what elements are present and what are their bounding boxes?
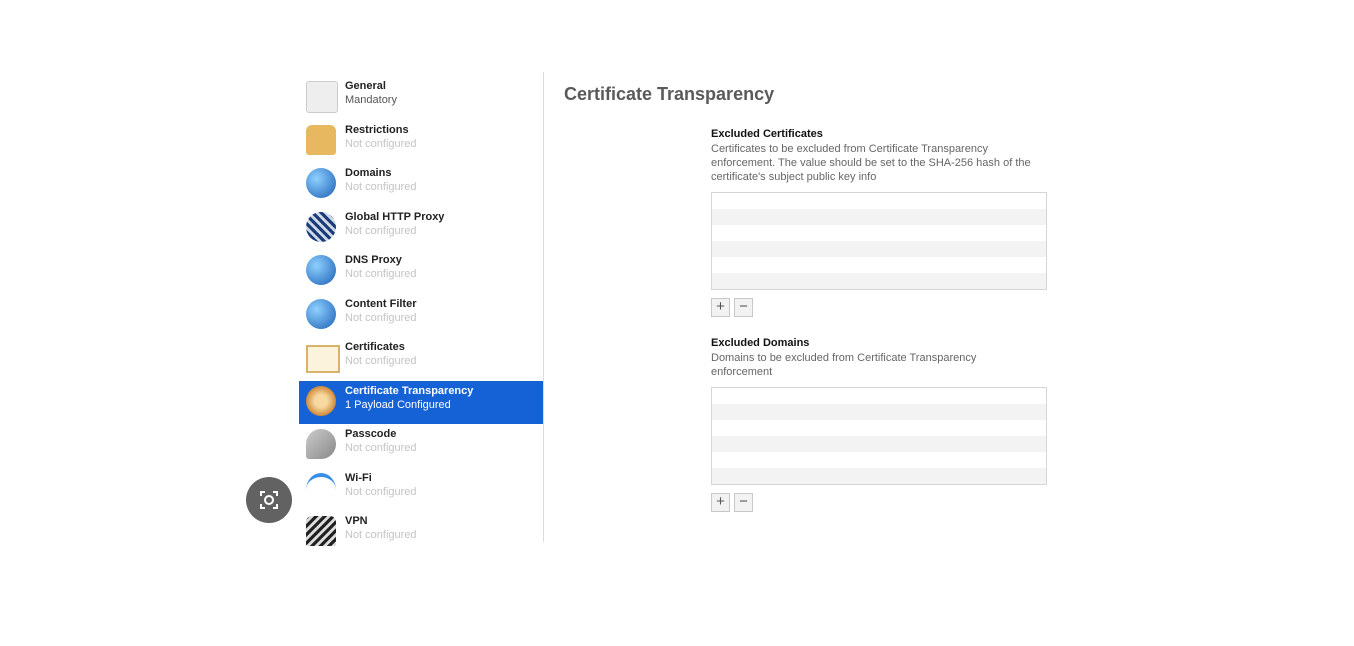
sidebar-item-dns-proxy[interactable] <box>299 250 544 294</box>
lens-search-button[interactable] <box>246 477 292 523</box>
section-description: Certificates to be excluded from Certificate Transparency enforcement. The value should be set to the SHA-256 hash of the certificate's subject public key info <box>711 143 1031 183</box>
page-title: Certificate Transparency <box>564 84 775 104</box>
sidebar-item-status: Mandatory <box>345 94 397 106</box>
wifi-icon <box>306 473 336 507</box>
sidebar-item-title: Domains <box>345 167 392 179</box>
certificate-icon <box>306 345 340 373</box>
sidebar-divider <box>543 72 544 542</box>
sidebar-item-status: Not configured <box>345 442 417 454</box>
dns-globe-icon <box>306 255 336 285</box>
sidebar-item-title: Restrictions <box>345 123 409 136</box>
general-icon <box>306 81 338 113</box>
sidebar-item-status: Not configured <box>345 268 417 280</box>
sidebar-item-status: Not configured <box>345 529 417 541</box>
sidebar-item-certificate-transparency[interactable] <box>299 381 544 425</box>
sidebar-item-wi-fi[interactable] <box>299 468 544 512</box>
sidebar-item-status: Not configured <box>345 224 417 237</box>
sidebar-item-certificates[interactable] <box>299 337 544 381</box>
sidebar-item-title: Content Filter <box>345 297 417 310</box>
sidebar-item-title: Passcode <box>345 428 397 440</box>
sidebar-item-restrictions[interactable] <box>299 120 544 164</box>
sidebar-item-status: 1 Payload Configured <box>345 398 451 411</box>
lens-icon <box>246 477 292 523</box>
section-heading: Excluded Certificates <box>711 128 823 140</box>
sidebar-item-vpn[interactable] <box>299 511 544 555</box>
sidebar-item-title: General <box>345 80 386 92</box>
sidebar-item-title: Global HTTP Proxy <box>345 210 445 223</box>
sidebar-item-status: Not configured <box>345 181 417 193</box>
sidebar-item-title: VPN <box>345 515 368 527</box>
sidebar-item-title: Certificates <box>345 341 405 353</box>
excluded-domains-section <box>711 337 1051 512</box>
remove-domain-button[interactable]: − <box>734 493 753 512</box>
add-certificate-button[interactable]: + <box>711 298 730 317</box>
sidebar-item-status: Not configured <box>345 311 417 324</box>
sidebar-item-title: DNS Proxy <box>345 254 402 266</box>
globe-icon <box>306 168 336 198</box>
key-icon <box>306 429 336 459</box>
vpn-lock-icon <box>306 516 336 546</box>
sidebar-item-title: Certificate Transparency <box>345 384 474 397</box>
sidebar-item-general[interactable] <box>299 76 544 120</box>
sidebar-item-passcode[interactable] <box>299 424 544 468</box>
section-description: Domains to be excluded from Certificate Transparency enforcement <box>711 352 977 378</box>
section-heading: Excluded Domains <box>711 337 810 349</box>
add-domain-button[interactable]: + <box>711 493 730 512</box>
payload-sidebar <box>299 76 544 555</box>
seal-icon <box>306 386 336 416</box>
sidebar-item-status: Not configured <box>345 355 417 367</box>
sidebar-item-content-filter[interactable] <box>299 294 544 338</box>
filter-globe-icon <box>306 299 336 329</box>
excluded-domains-table[interactable] <box>711 387 1047 485</box>
sidebar-item-global-http-proxy[interactable] <box>299 207 544 251</box>
remove-certificate-button[interactable]: − <box>734 298 753 317</box>
lock-icon <box>306 125 336 155</box>
excluded-certificates-section <box>711 128 1051 317</box>
excluded-certificates-table[interactable] <box>711 192 1047 290</box>
proxy-globe-icon <box>306 212 336 242</box>
sidebar-item-domains[interactable] <box>299 163 544 207</box>
sidebar-item-status: Not configured <box>345 485 417 498</box>
sidebar-item-title: Wi-Fi <box>345 471 372 484</box>
sidebar-item-status: Not configured <box>345 137 417 150</box>
